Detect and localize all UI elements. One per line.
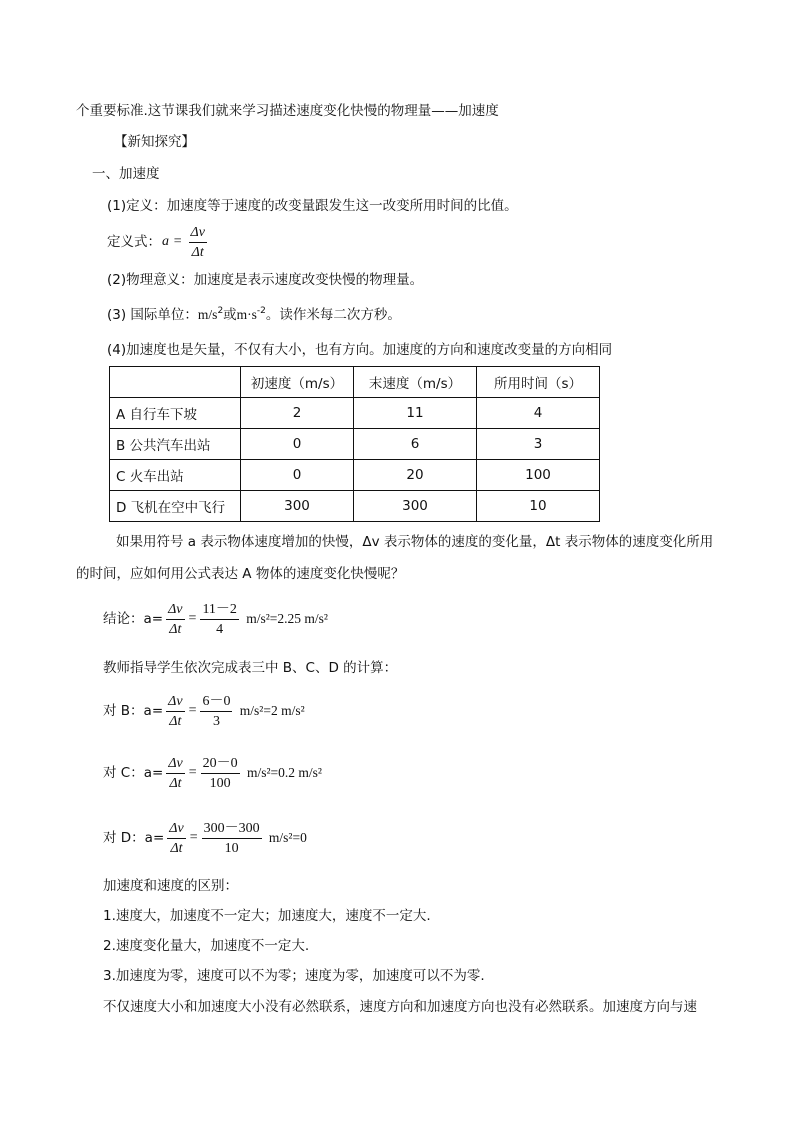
difference-item: 1.速度大，加速度不一定大；加速度大，速度不一定大. — [103, 908, 431, 924]
si-unit-line — [107, 305, 401, 325]
table-row — [110, 429, 600, 460]
calc-d-label: 对 D：a= — [103, 830, 165, 846]
definition-text: (1)定义：加速度等于速度的改变量跟发生这一改变所用时间的比值。 — [107, 198, 518, 214]
question-line-1: 如果用符号 a 表示物体速度增加的快慢，Δv 表示物体的速度的变化量，Δt 表示物体的速度变化所用 — [116, 534, 714, 550]
fraction-denominator: 10 — [224, 840, 239, 856]
equals-sign: = — [188, 703, 197, 718]
si-unit-1-sup: 2 — [217, 306, 224, 316]
calc-d-formula — [103, 817, 307, 859]
table-cell: 20 — [354, 460, 477, 491]
fraction-denominator: 100 — [209, 775, 231, 791]
definition-fraction — [189, 224, 207, 261]
fraction-denominator: Δt — [169, 713, 182, 729]
si-unit-2-sup: -2 — [256, 306, 266, 316]
conclusion-fraction-1 — [166, 601, 184, 638]
table-header-cell — [110, 367, 241, 398]
fraction-denominator: Δt — [170, 840, 183, 856]
conclusion-result: m/s²=2.25 m/s² — [246, 611, 328, 626]
fraction-numerator: 300－300 — [202, 820, 262, 839]
calc-c-label: 对 C：a= — [103, 765, 164, 781]
table-cell: 2 — [241, 398, 354, 429]
fraction-denominator: Δt — [169, 775, 182, 791]
table-cell: 6 — [354, 429, 477, 460]
table-cell: 3 — [477, 429, 600, 460]
calc-b-fraction-1 — [166, 693, 184, 730]
fraction-numerator: Δv — [166, 755, 184, 774]
table-header-cell: 所用时间（s） — [477, 367, 600, 398]
fraction-numerator: 11－2 — [200, 601, 238, 620]
table-cell: B 公共汽车出站 — [110, 429, 241, 460]
calc-c-result: m/s²=0.2 m/s² — [246, 765, 322, 780]
equals-sign: = — [188, 765, 197, 780]
table-cell: C 火车出站 — [110, 460, 241, 491]
fraction-numerator: 20－0 — [201, 755, 240, 774]
si-unit-prefix: (3) 国际单位： — [107, 307, 198, 323]
si-unit-suffix: 。读作米每二次方秒。 — [265, 307, 401, 323]
teacher-guide: 教师指导学生依次完成表三中 B、C、D 的计算： — [103, 660, 398, 676]
table-row — [110, 491, 600, 522]
formula-label: 定义式： — [107, 234, 161, 250]
conclusion-fraction-2 — [200, 601, 238, 638]
table-cell: 11 — [354, 398, 477, 429]
fraction-numerator: Δv — [167, 820, 185, 839]
calc-b-result: m/s²=2 m/s² — [239, 703, 305, 718]
table-header-cell: 初速度（m/s） — [241, 367, 354, 398]
fraction-numerator: Δv — [166, 601, 184, 620]
intro-line: 个重要标准.这节课我们就来学习描述速度变化快慢的物理量——加速度 — [76, 103, 499, 119]
calc-d-fraction-2 — [202, 820, 262, 857]
data-table — [109, 366, 600, 522]
fraction-denominator: Δt — [191, 244, 204, 260]
table-cell: 0 — [241, 429, 354, 460]
fraction-denominator: 3 — [212, 713, 220, 729]
si-unit-1: m/s — [197, 307, 218, 322]
table-cell: A 自行车下坡 — [110, 398, 241, 429]
difference-item: 2.速度变化量大，加速度不一定大. — [103, 938, 310, 954]
calc-d-result: m/s²=0 — [268, 830, 307, 845]
calc-c-fraction-2 — [201, 755, 240, 792]
section-tag: 【新知探究】 — [114, 134, 195, 150]
table-cell: 0 — [241, 460, 354, 491]
calc-d-fraction-1 — [167, 820, 185, 857]
table-header-cell: 末速度（m/s） — [354, 367, 477, 398]
difference-heading: 加速度和速度的区别： — [103, 878, 238, 894]
conclusion-formula — [103, 598, 328, 640]
table-cell: 300 — [354, 491, 477, 522]
closing-line: 不仅速度大小和加速度大小没有必然联系，速度方向和加速度方向也没有必然联系。加速度方向与速 — [103, 999, 697, 1015]
calc-b-formula — [103, 690, 305, 732]
fraction-denominator: Δt — [169, 621, 182, 637]
fraction-numerator: Δv — [189, 224, 207, 243]
si-unit-or: 或 — [223, 307, 237, 323]
equals-sign: = — [188, 611, 197, 626]
table-cell: 4 — [477, 398, 600, 429]
calc-b-label: 对 B：a= — [103, 703, 164, 719]
question-line-2: 的时间，应如何用公式表达 A 物体的速度变化快慢呢？ — [76, 566, 405, 582]
vector-line: (4)加速度也是矢量，不仅有大小，也有方向。加速度的方向和速度改变量的方向相同 — [107, 342, 613, 358]
equals-sign: = — [189, 830, 198, 845]
fraction-numerator: 6－0 — [200, 693, 232, 712]
physical-meaning: (2)物理意义：加速度是表示速度改变快慢的物理量。 — [107, 272, 424, 288]
definition-formula: 定义式：a = $\frac{\Delta v}{\Delta t}$ — [107, 222, 210, 262]
table-cell: D 飞机在空中飞行 — [110, 491, 241, 522]
calc-c-fraction-1 — [166, 755, 184, 792]
si-unit-2: m·s — [236, 307, 257, 322]
heading-acceleration: 一、加速度 — [92, 166, 160, 182]
conclusion-label: 结论：a= — [103, 611, 164, 627]
table-cell: 10 — [477, 491, 600, 522]
table-cell: 100 — [477, 460, 600, 491]
calc-c-formula — [103, 752, 322, 794]
table-header-row — [110, 367, 600, 398]
table-cell: 300 — [241, 491, 354, 522]
table-row — [110, 398, 600, 429]
fraction-denominator: 4 — [216, 621, 224, 637]
table-row — [110, 460, 600, 491]
difference-item: 3.加速度为零，速度可以不为零；速度为零，加速度可以不为零. — [103, 968, 485, 984]
fraction-numerator: Δv — [166, 693, 184, 712]
calc-b-fraction-2 — [200, 693, 232, 730]
formula-lhs: a — [162, 234, 169, 249]
